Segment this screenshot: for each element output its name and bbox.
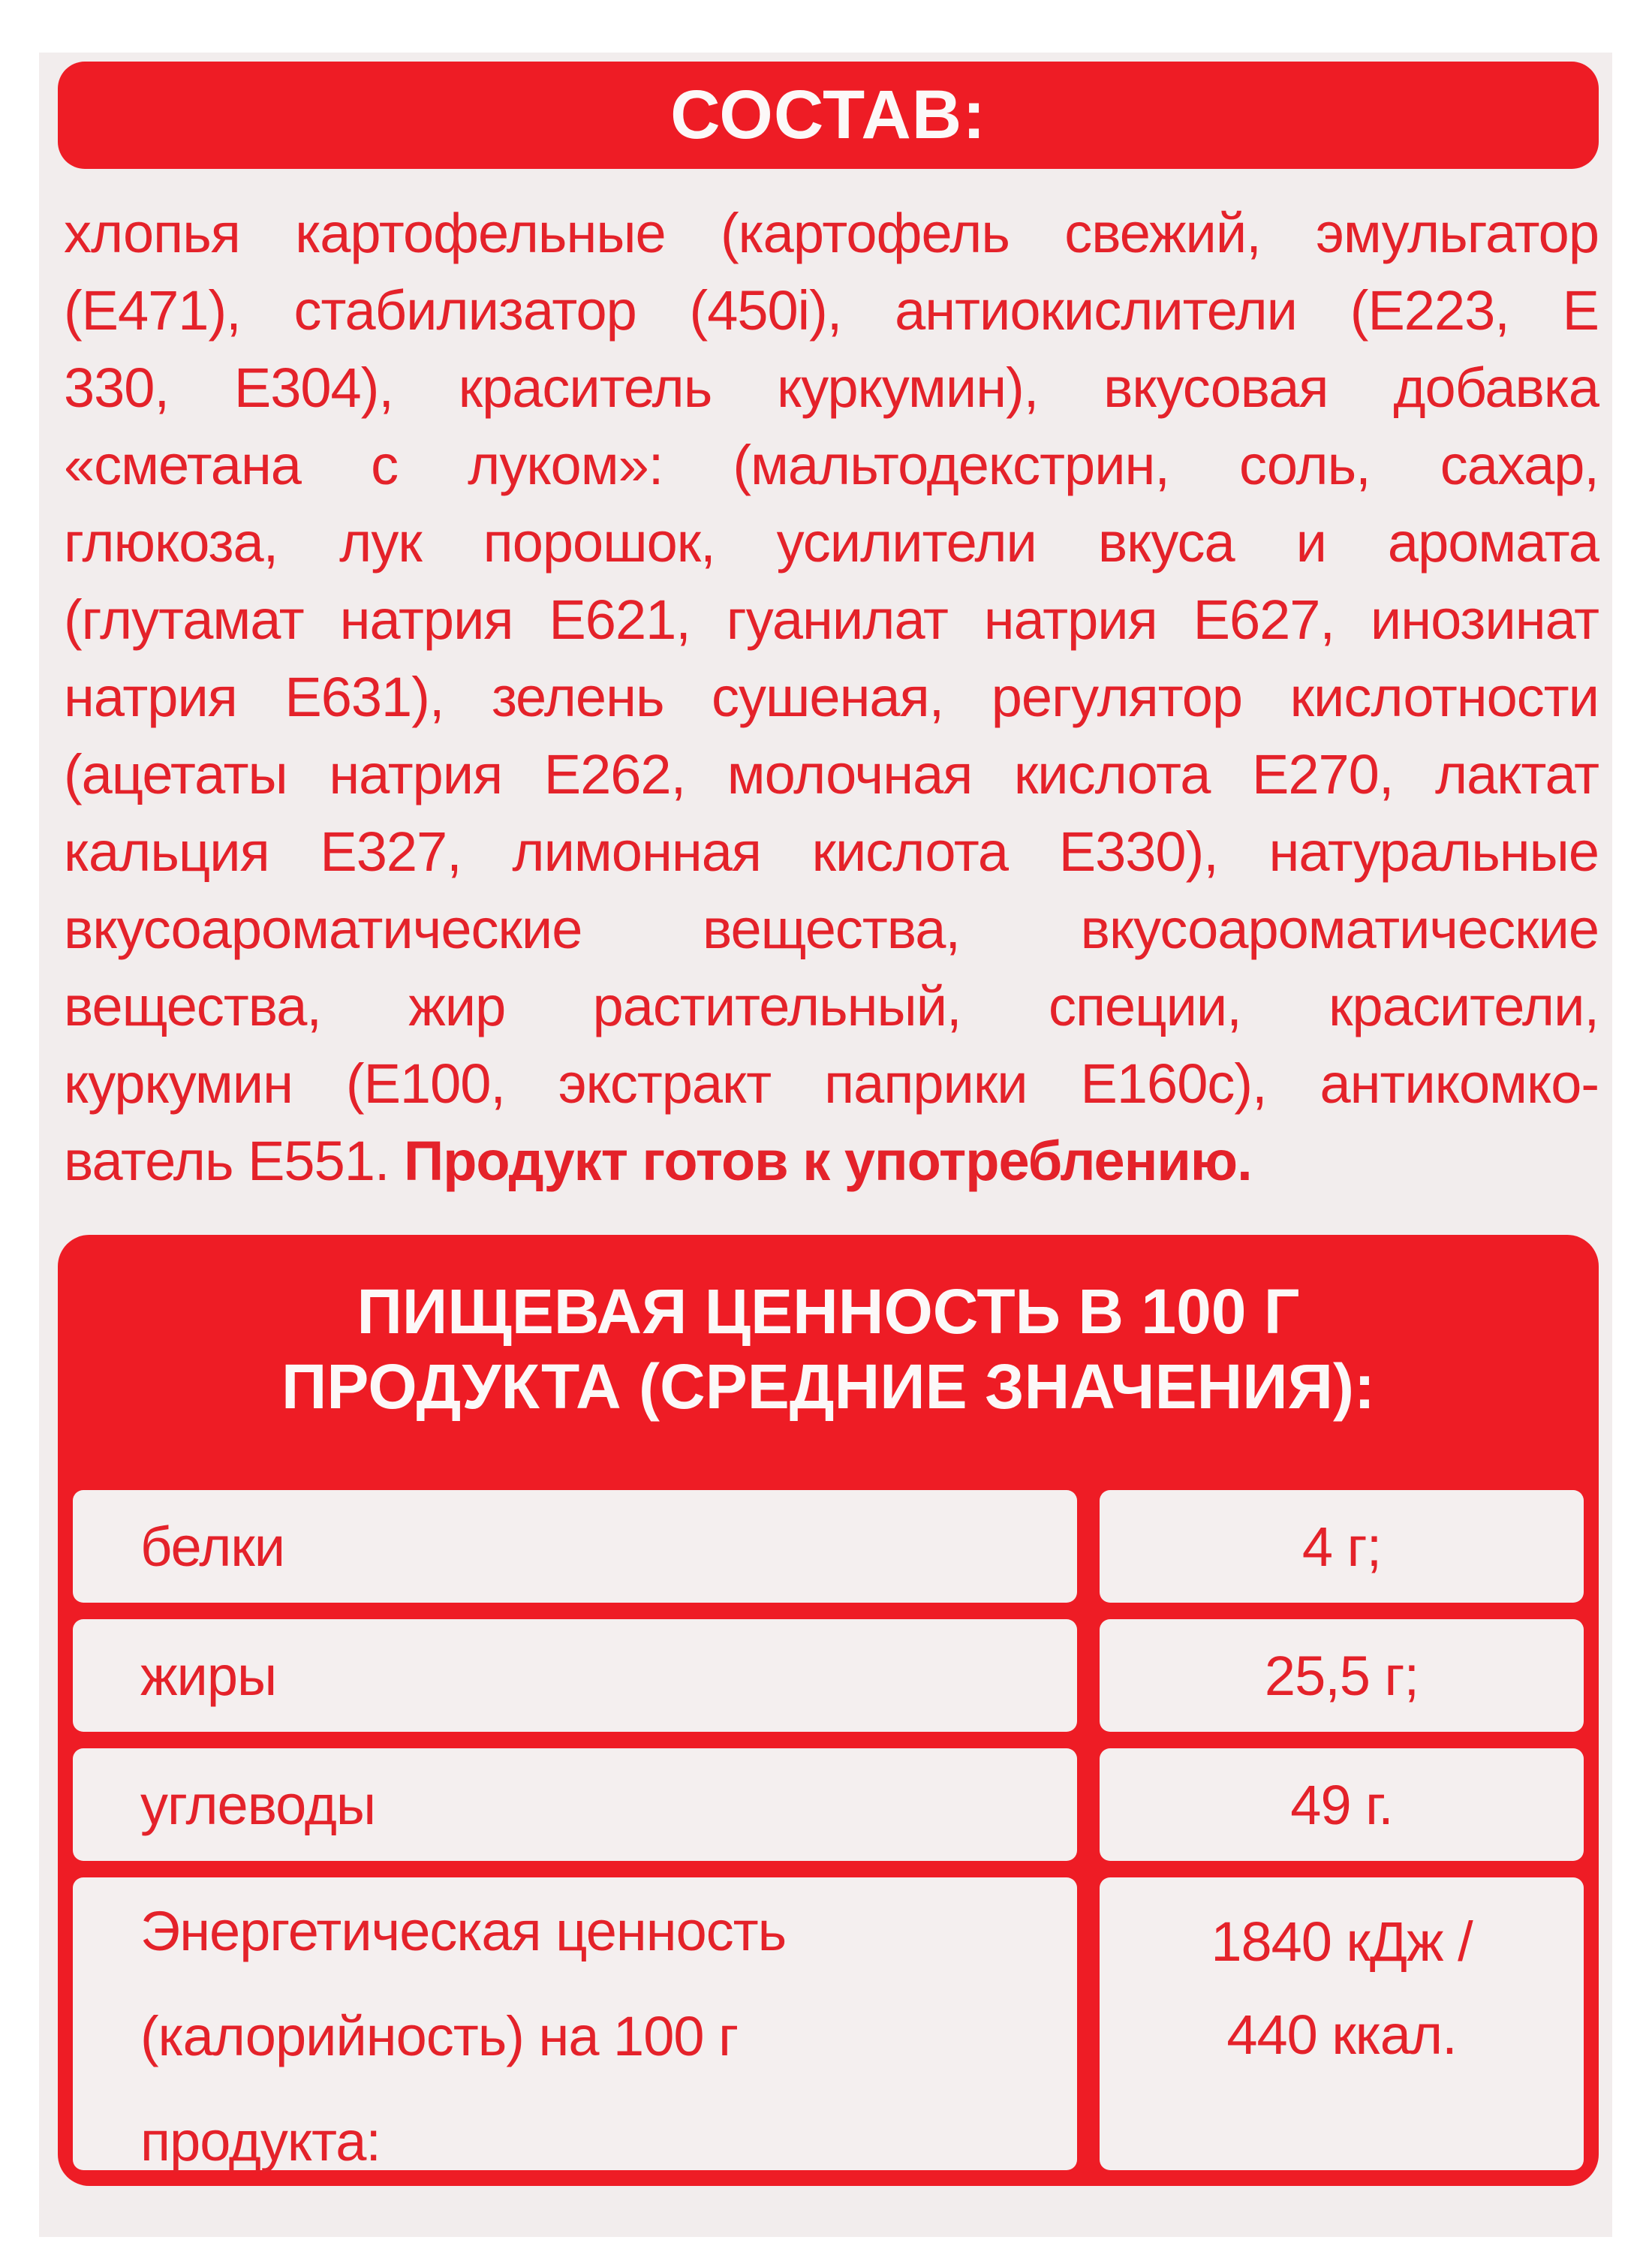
energy-label-line1: Энергетическая ценность	[140, 1900, 787, 1962]
table-row-proteins-value	[1100, 1490, 1584, 1603]
ingredients-line: хлопья картофельные (картофель свежий, эмульгатор	[64, 202, 1599, 264]
ingredients-line: (глутамат натрия Е621, гуанилат натрия Е627, инозинат	[64, 589, 1599, 651]
table-row-fats-label	[73, 1619, 1077, 1732]
proteins-value: 4 г;	[1301, 1515, 1382, 1578]
ingredients-last-line	[64, 1122, 1599, 1200]
ingredients-line: кальция Е327, лимонная кислота Е330), натуральные	[64, 820, 1599, 883]
nutrition-table	[73, 1490, 1584, 2170]
nutrition-panel	[58, 1235, 1599, 2186]
ingredients-line: глюкоза, лук порошок, усилители вкуса и аромата	[64, 511, 1599, 574]
composition-header	[58, 62, 1599, 169]
energy-label-line3: продукта:	[140, 2110, 381, 2172]
composition-title: СОСТАВ:	[670, 77, 986, 153]
ingredients-line: вкусоароматические вещества, вкусоароматические	[64, 898, 1599, 960]
table-row-energy-label	[73, 1877, 1077, 2170]
ingredients-line: (ацетаты натрия Е262, молочная кислота Е270, лактат	[64, 743, 1599, 805]
carbs-label: углеводы	[140, 1773, 376, 1836]
nutrition-title-line2: ПРОДУКТА (СРЕДНИЕ ЗНАЧЕНИЯ):	[281, 1351, 1375, 1422]
table-row-fats-value	[1100, 1619, 1584, 1732]
ingredients-paragraph	[64, 194, 1599, 1200]
table-row-proteins-label	[73, 1490, 1077, 1603]
ingredients-line: 330, Е304), краситель куркумин), вкусовая добавка	[64, 357, 1599, 419]
table-row-energy-value	[1100, 1877, 1584, 2170]
ingredients-line: «сметана с луком»: (мальтодекстрин, соль, сахар,	[64, 434, 1599, 496]
carbs-value: 49 г.	[1290, 1773, 1393, 1836]
ingredients-line: (Е471), стабилизатор (450i), антиокислители (Е223, Е	[64, 279, 1599, 342]
ingredients-line: куркумин (Е100, экстракт паприки Е160с), антикомко-	[64, 1052, 1599, 1115]
energy-value-kj: 1840 кДж /	[1211, 1910, 1473, 1973]
ingredients-line: натрия Е631), зелень сушеная, регулятор кислотности	[64, 666, 1599, 728]
table-row-carbs-value	[1100, 1748, 1584, 1861]
ingredients-line: вещества, жир растительный, специи, красители,	[64, 975, 1599, 1037]
product-label	[39, 53, 1612, 2237]
fats-label: жиры	[140, 1644, 277, 1707]
energy-value-kcal: 440 ккал.	[1226, 2004, 1457, 2066]
ready-to-eat-note: Продукт готов к употреблению.	[404, 1130, 1252, 1192]
proteins-label: белки	[140, 1515, 285, 1578]
fats-value: 25,5 г;	[1264, 1644, 1419, 1707]
energy-label-line2: (калорийность) на 100 г	[140, 2005, 739, 2067]
ingredients-last-regular: ватель Е551.	[64, 1130, 405, 1192]
nutrition-title	[58, 1274, 1599, 1424]
table-row-carbs-label	[73, 1748, 1077, 1861]
nutrition-title-line1: ПИЩЕВАЯ ЦЕННОСТЬ В 100 Г	[357, 1276, 1300, 1347]
